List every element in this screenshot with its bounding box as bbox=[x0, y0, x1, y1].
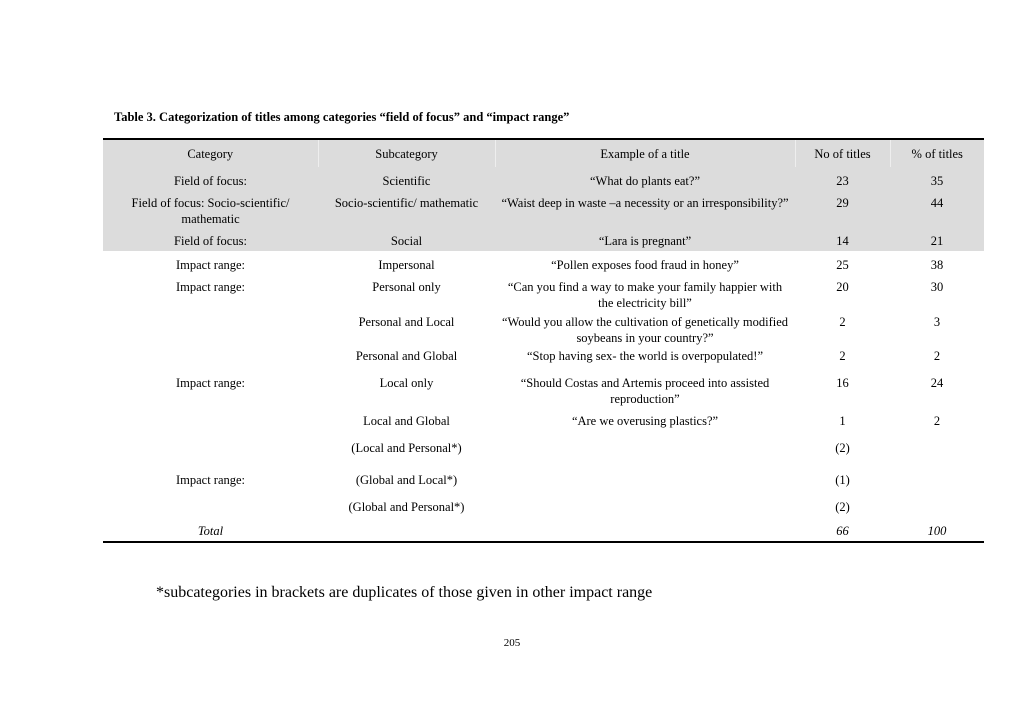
total-row bbox=[103, 520, 984, 542]
table-row bbox=[103, 278, 984, 313]
cell-category bbox=[103, 348, 318, 365]
cell-count: 29 bbox=[795, 194, 890, 229]
cell-example: “Should Costas and Artemis proceed into assisted reproduction” bbox=[520, 376, 770, 406]
cell-example: “Can you find a way to make your family happier with the electricity bill” bbox=[507, 280, 783, 310]
header-example: Example of a title bbox=[495, 139, 795, 167]
cell-percent: 2 bbox=[933, 349, 941, 363]
cell-count: 14 bbox=[795, 229, 890, 251]
cell-category: Field of focus: Socio-scientific/ mathematic bbox=[103, 194, 318, 229]
cell-count: 2 bbox=[839, 349, 846, 363]
table-row bbox=[103, 167, 984, 194]
cell-count: 20 bbox=[836, 280, 849, 294]
table-row bbox=[103, 251, 984, 278]
total-label: Total bbox=[103, 520, 318, 542]
total-empty-subcategory bbox=[318, 520, 495, 542]
cell-subcategory: (Local and Personal*) bbox=[351, 441, 462, 455]
cell-subcategory: Local and Global bbox=[363, 414, 450, 428]
cell-subcategory: Personal only bbox=[372, 280, 441, 294]
cell-percent: 35 bbox=[890, 167, 984, 194]
cell-example bbox=[495, 493, 795, 520]
cell-subcategory: Local only bbox=[379, 376, 434, 390]
cell-percent: 24 bbox=[930, 376, 944, 390]
table-row bbox=[103, 365, 984, 407]
cell-percent: 3 bbox=[933, 315, 941, 329]
total-percent: 100 bbox=[890, 520, 984, 542]
cell-count: 16 bbox=[836, 376, 849, 390]
cell-example: “Waist deep in waste –a necessity or an irresponsibility?” bbox=[495, 194, 795, 229]
table-row bbox=[103, 229, 984, 251]
page-number: 205 bbox=[503, 637, 521, 649]
cell-count: (2) bbox=[835, 441, 850, 455]
table-row bbox=[103, 194, 984, 229]
cell-subcategory: Personal and Local bbox=[358, 315, 455, 329]
cell-count: 2 bbox=[839, 315, 846, 329]
header-percent: % of titles bbox=[890, 139, 984, 167]
cell-percent: 44 bbox=[890, 194, 984, 229]
cell-subcategory: Social bbox=[318, 229, 495, 251]
cell-count: 1 bbox=[839, 414, 846, 428]
cell-percent: 2 bbox=[933, 414, 941, 428]
cell-category: Field of focus: bbox=[103, 167, 318, 194]
cell-example: “Are we overusing plastics?” bbox=[571, 414, 719, 428]
table-row bbox=[103, 434, 984, 466]
cell-category bbox=[103, 407, 318, 434]
cell-percent: 21 bbox=[890, 229, 984, 251]
cell-example: “Lara is pregnant” bbox=[495, 229, 795, 251]
cell-percent bbox=[890, 434, 984, 466]
cell-subcategory: Personal and Global bbox=[355, 349, 458, 363]
cell-category: Impact range: bbox=[175, 258, 246, 272]
cell-percent: 38 bbox=[930, 258, 944, 272]
table-row bbox=[103, 407, 984, 434]
cell-example: “Stop having sex- the world is overpopulated!” bbox=[526, 349, 764, 363]
table-row bbox=[103, 466, 984, 493]
table-row bbox=[103, 493, 984, 520]
cell-category: Impact range: bbox=[175, 473, 246, 487]
categorization-table bbox=[103, 138, 984, 543]
cell-category: Impact range: bbox=[175, 280, 246, 294]
cell-category: Field of focus: bbox=[103, 229, 318, 251]
cell-category bbox=[103, 434, 318, 466]
table-header-row bbox=[103, 139, 984, 167]
header-subcategory: Subcategory bbox=[318, 139, 495, 167]
cell-example: “What do plants eat?” bbox=[495, 167, 795, 194]
cell-category: Impact range: bbox=[175, 376, 246, 390]
cell-percent: 30 bbox=[930, 280, 944, 294]
cell-example: “Pollen exposes food fraud in honey” bbox=[551, 258, 739, 272]
cell-subcategory: Socio-scientific/ mathematic bbox=[318, 194, 495, 229]
cell-count: (1) bbox=[835, 473, 850, 487]
cell-subcategory: (Global and Personal*) bbox=[348, 500, 465, 514]
total-empty-example bbox=[495, 520, 795, 542]
cell-percent bbox=[890, 466, 984, 493]
cell-category bbox=[103, 313, 318, 348]
cell-subcategory: Impersonal bbox=[378, 258, 435, 272]
header-category: Category bbox=[103, 139, 318, 167]
cell-subcategory: Scientific bbox=[318, 167, 495, 194]
header-count: No of titles bbox=[795, 139, 890, 167]
cell-example: “Would you allow the cultivation of genetically modified soybeans in your country?” bbox=[501, 315, 789, 345]
cell-count: 25 bbox=[836, 258, 849, 272]
cell-count: (2) bbox=[835, 500, 850, 514]
table-row bbox=[103, 313, 984, 348]
cell-count: 23 bbox=[795, 167, 890, 194]
table-footnote: *subcategories in brackets are duplicates of those given in other impact range bbox=[156, 584, 653, 601]
cell-example bbox=[495, 466, 795, 493]
cell-subcategory: (Global and Local*) bbox=[355, 473, 458, 487]
cell-category bbox=[103, 493, 318, 520]
cell-example bbox=[495, 434, 795, 466]
table-caption: Table 3. Categorization of titles among categories “field of focus” and “impact range” bbox=[114, 110, 570, 124]
table-row bbox=[103, 348, 984, 365]
cell-percent bbox=[890, 493, 984, 520]
total-count: 66 bbox=[795, 520, 890, 542]
